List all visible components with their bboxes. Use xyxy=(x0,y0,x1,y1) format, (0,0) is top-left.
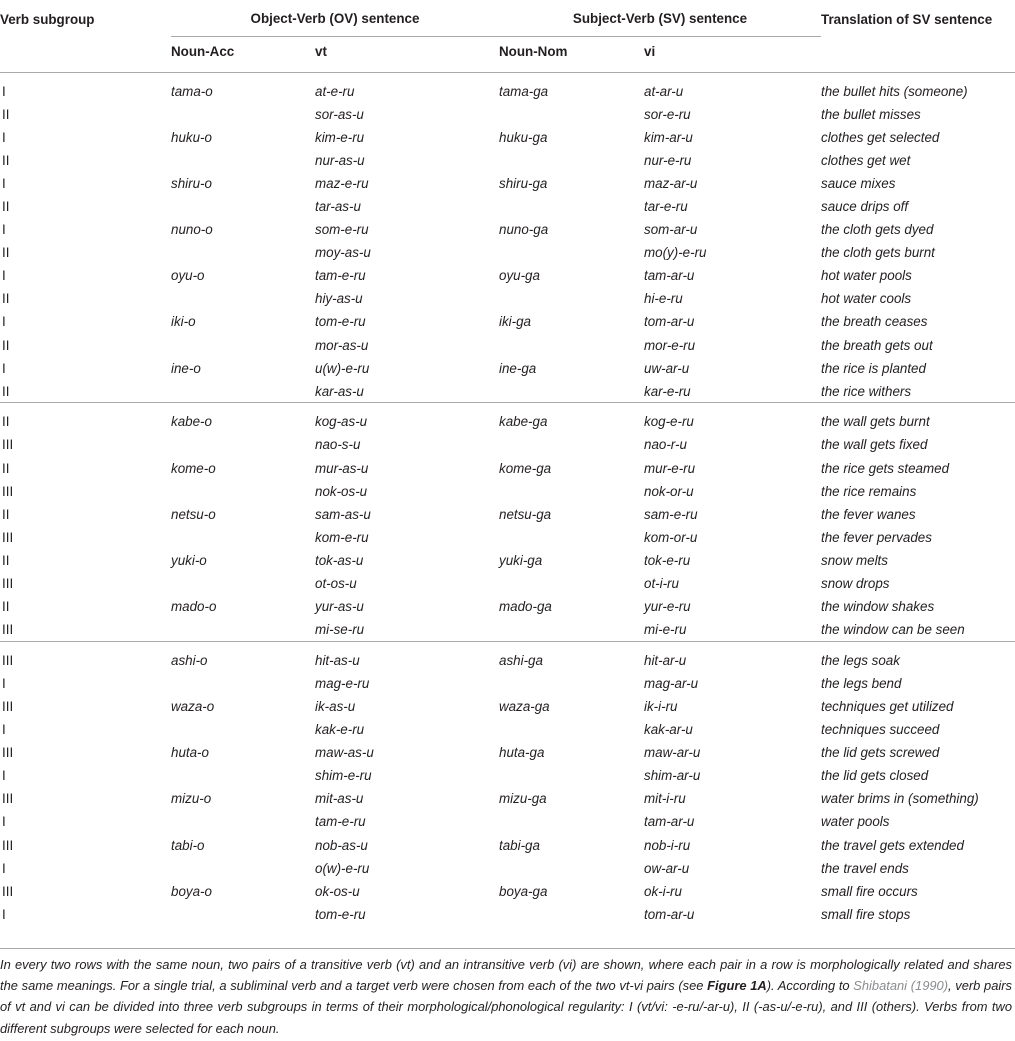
cell-noun-nom xyxy=(499,618,644,641)
cell-vt: kak-e-ru xyxy=(315,722,365,738)
cell-vi: som-ar-u xyxy=(644,222,698,238)
cell-verb-subgroup: I xyxy=(2,906,6,922)
cell-vi: maz-ar-u xyxy=(644,175,698,191)
cell-verb-subgroup: I xyxy=(2,360,6,376)
cell-noun-acc: huta-o xyxy=(171,745,209,761)
cell-vt: sam-as-u xyxy=(315,506,371,522)
cell-vi: nur-e-ru xyxy=(644,152,692,168)
cell-verb-subgroup: III xyxy=(2,621,14,637)
cell-noun-nom: ashi-ga xyxy=(499,652,543,668)
cell-verb-subgroup: III xyxy=(2,791,14,807)
cell-translation: the legs bend xyxy=(821,675,902,691)
cell-vt: shim-e-ru xyxy=(315,768,372,784)
cell-verb-subgroup: III xyxy=(2,652,14,668)
table-row xyxy=(0,126,1015,149)
cell-translation: techniques succeed xyxy=(821,722,940,738)
table-row xyxy=(0,433,1015,456)
cell-noun-acc xyxy=(171,618,315,641)
table-row xyxy=(0,264,1015,287)
cell-translation: water brims in (something) xyxy=(821,791,979,807)
cell-translation: the breath ceases xyxy=(821,314,928,330)
cell-noun-nom xyxy=(499,241,644,264)
cell-translation: techniques get utilized xyxy=(821,698,954,714)
table-row xyxy=(0,172,1015,195)
cell-translation: clothes get wet xyxy=(821,152,911,168)
cell-noun-acc xyxy=(171,287,315,310)
cell-translation: the rice remains xyxy=(821,483,917,499)
cell-verb-subgroup: III xyxy=(2,698,14,714)
table-row xyxy=(0,410,1015,433)
header-sv-sentence xyxy=(499,0,821,36)
cell-translation: small fire occurs xyxy=(821,883,918,899)
table-row xyxy=(0,880,1015,903)
cell-noun-nom xyxy=(499,149,644,172)
cell-translation: the rice is planted xyxy=(821,360,926,376)
cell-vt: som-e-ru xyxy=(315,222,369,238)
cell-translation: hot water cools xyxy=(821,291,912,307)
cell-vt: ot-os-u xyxy=(315,576,357,592)
cell-noun-acc xyxy=(171,672,315,695)
cell-noun-acc xyxy=(171,764,315,787)
cell-vt: ik-as-u xyxy=(315,698,356,714)
table-row xyxy=(0,834,1015,857)
table-row xyxy=(0,357,1015,380)
cell-verb-subgroup: II xyxy=(2,552,10,568)
cell-vi: yur-e-ru xyxy=(644,599,691,615)
cell-translation: the lid gets screwed xyxy=(821,745,940,761)
cell-vt: kom-e-ru xyxy=(315,529,369,545)
cell-vt: maz-e-ru xyxy=(315,175,369,191)
cell-noun-nom: nuno-ga xyxy=(499,222,549,238)
cell-verb-subgroup: II xyxy=(2,199,10,215)
cell-vi: tok-e-ru xyxy=(644,552,691,568)
cell-translation: the window can be seen xyxy=(821,621,965,637)
cell-noun-nom xyxy=(499,810,644,833)
table-row xyxy=(0,149,1015,172)
cell-translation: snow drops xyxy=(821,576,890,592)
cell-noun-acc xyxy=(171,149,315,172)
cell-vi: mo(y)-e-ru xyxy=(644,245,707,261)
cell-noun-acc: nuno-o xyxy=(171,222,213,238)
cell-noun-acc xyxy=(171,195,315,218)
cell-verb-subgroup: I xyxy=(2,860,6,876)
cell-noun-nom: huta-ga xyxy=(499,745,545,761)
header-ov-sentence xyxy=(171,0,499,36)
cell-noun-acc: waza-o xyxy=(171,698,215,714)
header-empty-2 xyxy=(821,36,1015,72)
cell-translation: clothes get selected xyxy=(821,129,940,145)
caption-text-1: In every two rows with the same noun, two pairs of a transitive verb (vt) and an intransitive verb (vi) are shown, where each pair in a row is morphologically related and shares the same meanings. For a single trial, a subliminal verb and a target verb were chosen from each of the two vt-vi pairs (see xyxy=(0,957,1012,994)
header-ov-label: Object-Verb (OV) sentence xyxy=(250,11,420,27)
cell-noun-nom xyxy=(499,433,644,456)
cell-vt: tam-e-ru xyxy=(315,268,366,284)
table-row xyxy=(0,649,1015,672)
cell-vt: ok-os-u xyxy=(315,883,360,899)
table-row xyxy=(0,595,1015,618)
cell-vt: moy-as-u xyxy=(315,245,371,261)
cell-verb-subgroup: I xyxy=(2,175,6,191)
cell-noun-acc: ine-o xyxy=(171,360,201,376)
cell-noun-nom xyxy=(499,480,644,503)
cell-vt: tam-e-ru xyxy=(315,814,366,830)
cell-vi: nok-or-u xyxy=(644,483,694,499)
cell-noun-acc: oyu-o xyxy=(171,268,205,284)
cell-noun-nom xyxy=(499,103,644,126)
cell-noun-nom: netsu-ga xyxy=(499,506,552,522)
cell-translation: the rice gets steamed xyxy=(821,460,950,476)
cell-verb-subgroup: I xyxy=(2,675,6,691)
cell-noun-acc xyxy=(171,241,315,264)
table-row xyxy=(0,380,1015,403)
cell-verb-subgroup: I xyxy=(2,814,6,830)
cell-verb-subgroup: I xyxy=(2,129,6,145)
cell-vt: hit-as-u xyxy=(315,652,360,668)
cell-noun-acc: kome-o xyxy=(171,460,216,476)
table-body xyxy=(0,72,1015,926)
cell-vi: tom-ar-u xyxy=(644,906,695,922)
cell-translation: sauce drips off xyxy=(821,199,909,215)
table-row xyxy=(0,810,1015,833)
cell-noun-nom: kabe-ga xyxy=(499,414,548,430)
cell-verb-subgroup: II xyxy=(2,414,10,430)
cell-verb-subgroup: II xyxy=(2,337,10,353)
cell-verb-subgroup: III xyxy=(2,437,14,453)
cell-vi: sor-e-ru xyxy=(644,106,691,122)
cell-vt: nob-as-u xyxy=(315,837,368,853)
cell-vi: mit-i-ru xyxy=(644,791,686,807)
cell-vt: hiy-as-u xyxy=(315,291,363,307)
cell-vi: kak-ar-u xyxy=(644,722,693,738)
cell-vt: kog-as-u xyxy=(315,414,368,430)
cell-translation: the lid gets closed xyxy=(821,768,929,784)
section-divider xyxy=(0,72,1015,80)
cell-vi: mag-ar-u xyxy=(644,675,699,691)
cell-translation: small fire stops xyxy=(821,906,911,922)
cell-noun-acc: tama-o xyxy=(171,83,213,99)
table-row xyxy=(0,80,1015,103)
section-divider xyxy=(0,403,1015,411)
cell-noun-nom: mizu-ga xyxy=(499,791,547,807)
cell-noun-nom: shiru-ga xyxy=(499,175,548,191)
cell-vi: sam-e-ru xyxy=(644,506,698,522)
cell-noun-acc xyxy=(171,380,315,403)
cell-noun-acc xyxy=(171,572,315,595)
cell-vt: kim-e-ru xyxy=(315,129,365,145)
cell-verb-subgroup: II xyxy=(2,106,10,122)
table-row xyxy=(0,741,1015,764)
cell-verb-subgroup: II xyxy=(2,245,10,261)
cell-vt: yur-as-u xyxy=(315,599,364,615)
cell-verb-subgroup: III xyxy=(2,837,14,853)
cell-verb-subgroup: I xyxy=(2,314,6,330)
cell-translation: hot water pools xyxy=(821,268,912,284)
table-row xyxy=(0,903,1015,926)
cell-vi: ot-i-ru xyxy=(644,576,679,592)
cell-noun-acc: netsu-o xyxy=(171,506,216,522)
cell-vi: uw-ar-u xyxy=(644,360,690,376)
cell-noun-nom: tabi-ga xyxy=(499,837,540,853)
header-verb-subgroup: Verb subgroup xyxy=(0,11,95,27)
cell-vt: maw-as-u xyxy=(315,745,374,761)
table-header xyxy=(0,0,1015,72)
cell-noun-nom xyxy=(499,334,644,357)
cell-translation: the fever wanes xyxy=(821,506,916,522)
caption-text-2: ). According to xyxy=(766,978,854,994)
header-noun-nom: Noun-Nom xyxy=(499,36,644,72)
cell-translation: the travel ends xyxy=(821,860,909,876)
cell-vt: nur-as-u xyxy=(315,152,365,168)
cell-noun-acc xyxy=(171,433,315,456)
header-sv-label: Subject-Verb (SV) sentence xyxy=(572,11,748,27)
cell-verb-subgroup: III xyxy=(2,883,14,899)
cell-noun-acc: yuki-o xyxy=(171,552,207,568)
cell-verb-subgroup: II xyxy=(2,383,10,399)
table-row xyxy=(0,572,1015,595)
cell-vi: ow-ar-u xyxy=(644,860,690,876)
cell-verb-subgroup: I xyxy=(2,722,6,738)
cell-noun-nom xyxy=(499,857,644,880)
cell-vi: ik-i-ru xyxy=(644,698,678,714)
cell-vt: nao-s-u xyxy=(315,437,361,453)
cell-vi: nob-i-ru xyxy=(644,837,691,853)
cell-noun-nom xyxy=(499,672,644,695)
cell-noun-nom xyxy=(499,380,644,403)
table-row xyxy=(0,457,1015,480)
cell-verb-subgroup: III xyxy=(2,529,14,545)
table-row xyxy=(0,695,1015,718)
figure-reference: Figure 1A xyxy=(707,978,767,994)
cell-noun-acc: ashi-o xyxy=(171,652,208,668)
table-row xyxy=(0,503,1015,526)
table-row xyxy=(0,287,1015,310)
cell-translation: the rice withers xyxy=(821,383,912,399)
cell-noun-acc: mado-o xyxy=(171,599,217,615)
cell-noun-nom: tama-ga xyxy=(499,83,549,99)
cell-vi: tam-ar-u xyxy=(644,814,695,830)
cell-translation: the fever pervades xyxy=(821,529,932,545)
caption-divider xyxy=(0,948,1015,949)
cell-verb-subgroup: II xyxy=(2,152,10,168)
cell-vt: o(w)-e-ru xyxy=(315,860,370,876)
cell-noun-acc xyxy=(171,903,315,926)
table-row xyxy=(0,672,1015,695)
cell-vi: mi-e-ru xyxy=(644,621,687,637)
cell-vt: tom-e-ru xyxy=(315,314,366,330)
cell-vi: kog-e-ru xyxy=(644,414,694,430)
cell-vi: shim-ar-u xyxy=(644,768,701,784)
cell-noun-nom xyxy=(499,287,644,310)
cell-noun-acc xyxy=(171,810,315,833)
cell-noun-nom xyxy=(499,572,644,595)
cell-vi: hit-ar-u xyxy=(644,652,687,668)
table-row xyxy=(0,310,1015,333)
table-row xyxy=(0,718,1015,741)
cell-vi: kim-ar-u xyxy=(644,129,693,145)
cell-noun-nom xyxy=(499,526,644,549)
cell-verb-subgroup: III xyxy=(2,576,14,592)
table-row xyxy=(0,618,1015,641)
cell-vt: mor-as-u xyxy=(315,337,369,353)
cell-translation: the cloth gets burnt xyxy=(821,245,935,261)
cell-noun-acc: shiru-o xyxy=(171,175,212,191)
cell-verb-subgroup: II xyxy=(2,291,10,307)
cell-noun-acc: kabe-o xyxy=(171,414,212,430)
table-row xyxy=(0,857,1015,880)
cell-translation: the bullet misses xyxy=(821,106,921,122)
cell-vt: mag-e-ru xyxy=(315,675,370,691)
cell-verb-subgroup: III xyxy=(2,483,14,499)
cell-verb-subgroup: II xyxy=(2,599,10,615)
cell-vt: tok-as-u xyxy=(315,552,364,568)
cell-translation: the wall gets burnt xyxy=(821,414,930,430)
cell-noun-nom: oyu-ga xyxy=(499,268,540,284)
cell-vi: nao-r-u xyxy=(644,437,687,453)
cell-vt: mi-se-ru xyxy=(315,621,365,637)
cell-noun-nom: waza-ga xyxy=(499,698,550,714)
cell-vt: kar-as-u xyxy=(315,383,364,399)
header-empty xyxy=(0,36,171,72)
table-row xyxy=(0,480,1015,503)
cell-noun-nom xyxy=(499,718,644,741)
cell-vi: hi-e-ru xyxy=(644,291,683,307)
cell-translation: the legs soak xyxy=(821,652,900,668)
cell-translation: the window shakes xyxy=(821,599,935,615)
cell-noun-acc xyxy=(171,718,315,741)
table-row xyxy=(0,526,1015,549)
cell-translation: the wall gets fixed xyxy=(821,437,928,453)
cell-noun-nom xyxy=(499,764,644,787)
cell-vt: mur-as-u xyxy=(315,460,369,476)
cell-noun-acc xyxy=(171,103,315,126)
cell-vt: sor-as-u xyxy=(315,106,364,122)
cell-noun-acc xyxy=(171,480,315,503)
cell-noun-acc: tabi-o xyxy=(171,837,205,853)
cell-noun-acc: iki-o xyxy=(171,314,196,330)
cell-noun-nom: kome-ga xyxy=(499,460,552,476)
cell-vt: mit-as-u xyxy=(315,791,364,807)
section-divider xyxy=(0,641,1015,649)
cell-verb-subgroup: II xyxy=(2,506,10,522)
header-translation: Translation of SV sentence xyxy=(821,11,993,27)
cell-noun-nom: iki-ga xyxy=(499,314,531,330)
table-caption xyxy=(0,954,1012,1039)
cell-vi: kar-e-ru xyxy=(644,383,691,399)
table-row xyxy=(0,103,1015,126)
cell-noun-nom: mado-ga xyxy=(499,599,552,615)
cell-verb-subgroup: I xyxy=(2,268,6,284)
cell-vt: tom-e-ru xyxy=(315,906,366,922)
table-row xyxy=(0,195,1015,218)
cell-noun-acc: boya-o xyxy=(171,883,212,899)
cell-translation: the breath gets out xyxy=(821,337,933,353)
cell-noun-acc xyxy=(171,334,315,357)
table-row xyxy=(0,334,1015,357)
cell-verb-subgroup: III xyxy=(2,745,14,761)
cell-translation: water pools xyxy=(821,814,890,830)
cell-vi: tom-ar-u xyxy=(644,314,695,330)
citation-link[interactable]: Shibatani (1990) xyxy=(853,978,948,994)
cell-noun-nom xyxy=(499,903,644,926)
cell-translation: the travel gets extended xyxy=(821,837,964,853)
header-noun-acc: Noun-Acc xyxy=(171,36,315,72)
cell-vi: kom-or-u xyxy=(644,529,698,545)
cell-noun-nom: boya-ga xyxy=(499,883,548,899)
cell-verb-subgroup: II xyxy=(2,460,10,476)
cell-vi: at-ar-u xyxy=(644,83,684,99)
cell-noun-nom: ine-ga xyxy=(499,360,537,376)
cell-noun-acc: huku-o xyxy=(171,129,212,145)
cell-vt: at-e-ru xyxy=(315,83,355,99)
cell-noun-acc: mizu-o xyxy=(171,791,212,807)
cell-vi: tam-ar-u xyxy=(644,268,695,284)
table-row xyxy=(0,241,1015,264)
cell-noun-acc xyxy=(171,526,315,549)
cell-vi: tar-e-ru xyxy=(644,199,688,215)
cell-verb-subgroup: I xyxy=(2,222,6,238)
cell-vt: nok-os-u xyxy=(315,483,368,499)
cell-noun-nom: yuki-ga xyxy=(499,552,543,568)
cell-vi: mor-e-ru xyxy=(644,337,696,353)
caption-text-3: , verb pairs of vt and vi can be divided into three verb subgroups in terms of their morphological/phonological regularity: I (vt/vi: -e-ru/-ar-u), II (-as-u/-e-ru), and III (others). Verbs from two different subgroups were selected for each noun. xyxy=(0,978,1012,1036)
cell-translation: the cloth gets dyed xyxy=(821,222,934,238)
cell-vi: ok-i-ru xyxy=(644,883,682,899)
header-vt: vt xyxy=(315,36,499,72)
cell-verb-subgroup: I xyxy=(2,83,6,99)
cell-vi: maw-ar-u xyxy=(644,745,701,761)
cell-translation: snow melts xyxy=(821,552,888,568)
cell-noun-nom: huku-ga xyxy=(499,129,548,145)
table-row xyxy=(0,218,1015,241)
cell-translation: the bullet hits (someone) xyxy=(821,83,968,99)
table-row xyxy=(0,549,1015,572)
header-vi: vi xyxy=(644,36,821,72)
cell-vi: mur-e-ru xyxy=(644,460,696,476)
cell-noun-acc xyxy=(171,857,315,880)
cell-vt: u(w)-e-ru xyxy=(315,360,370,376)
cell-translation: sauce mixes xyxy=(821,175,896,191)
table-row xyxy=(0,787,1015,810)
table-row xyxy=(0,764,1015,787)
cell-verb-subgroup: I xyxy=(2,768,6,784)
cell-noun-nom xyxy=(499,195,644,218)
cell-vt: tar-as-u xyxy=(315,199,361,215)
